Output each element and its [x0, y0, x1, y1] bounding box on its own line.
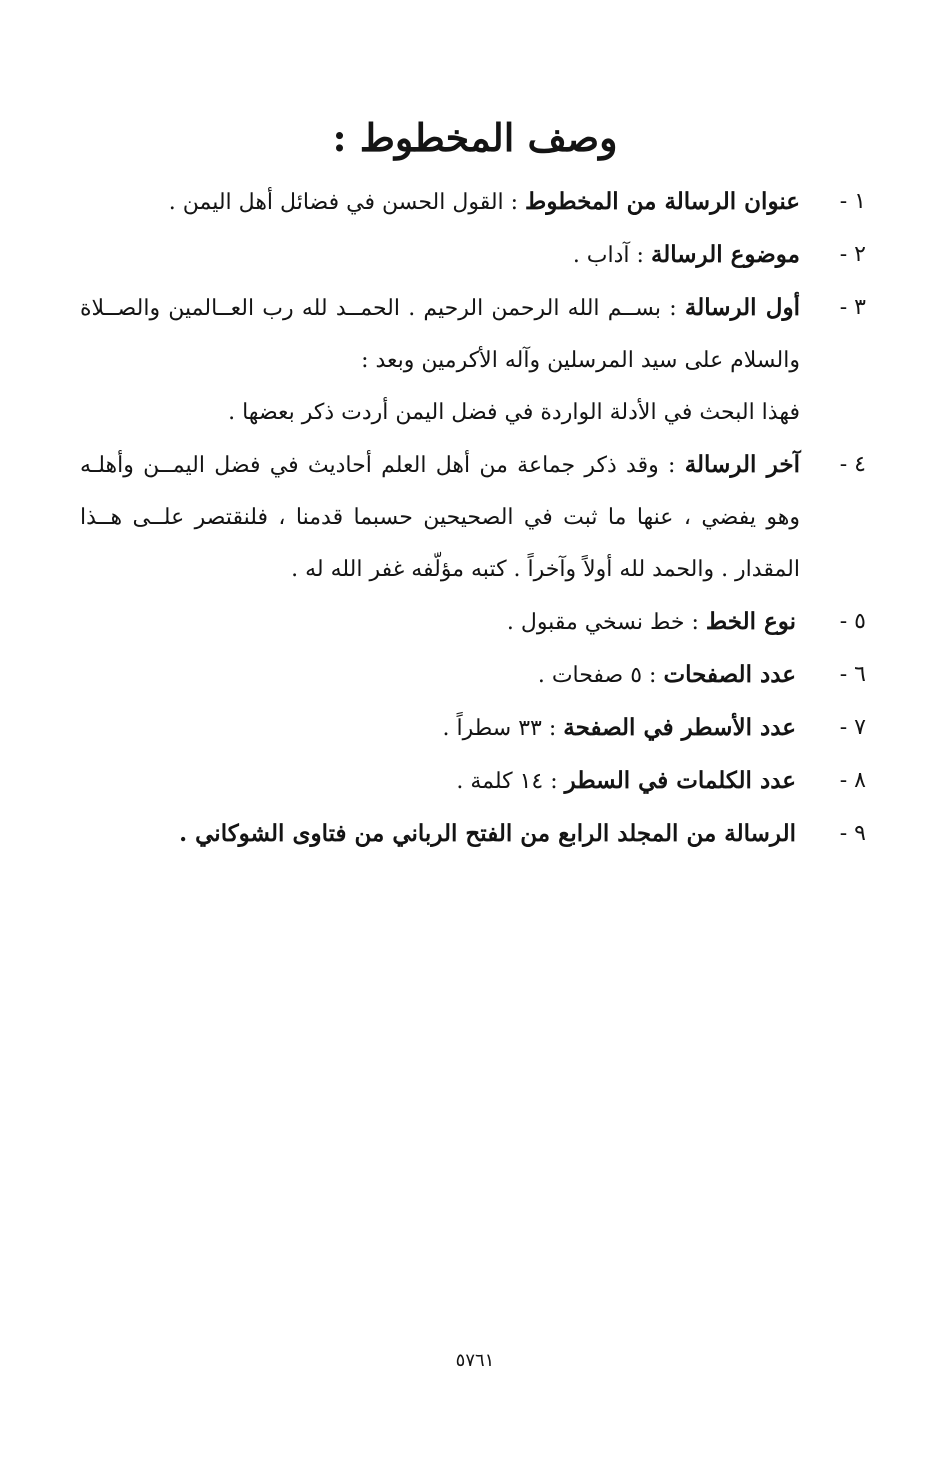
item-body — [80, 596, 800, 649]
item-separator: : — [503, 190, 526, 215]
item-value-line: المقدار . والحمد لله أولاً وآخراً . كتبه مؤلّفه غفر الله له . — [291, 557, 800, 582]
item-label: الرسالة من المجلد الرابع من الفتح الرباني من فتاوى الشوكاني . — [179, 820, 796, 847]
item-separator: : — [629, 243, 651, 268]
item-value: بســم الله الرحمن الرحيم . الحمــد لله رب العــالمين والصــلاة — [80, 296, 662, 321]
item-value: القول الحسن في فضائل أهل اليمن . — [168, 190, 504, 215]
list-item-5 — [80, 596, 880, 649]
item-body — [80, 229, 800, 282]
item-separator: : — [642, 663, 664, 688]
item-value: وقد ذكر جماعة من أهل العلم أحاديث في فضل اليمــن وأهلـه — [80, 453, 659, 478]
item-separator: : — [658, 453, 685, 478]
item-number: ٦ - — [839, 662, 866, 687]
item-number: ٨ - — [839, 768, 866, 793]
item-value: ٥ صفحات . — [537, 663, 643, 688]
item-number: ٩ - — [839, 821, 866, 846]
item-value: ٣٣ سطراً . — [442, 716, 542, 741]
list-item-3 — [80, 282, 880, 439]
item-number: ٤ - — [839, 452, 866, 477]
item-value-line: والسلام على سيد المرسلين وآله الأكرمين وبعد : — [361, 348, 800, 373]
item-value: آداب . — [572, 243, 630, 268]
list-item-4 — [80, 439, 880, 596]
item-separator: : — [541, 716, 564, 741]
item-label: نوع الخط — [705, 608, 796, 635]
item-body — [80, 808, 800, 861]
item-separator: : — [543, 769, 565, 794]
item-body — [80, 755, 800, 808]
manuscript-description-list — [80, 176, 880, 861]
list-item-1 — [80, 176, 880, 229]
item-separator: : — [661, 296, 685, 321]
item-label: عنوان الرسالة من المخطوط — [525, 188, 800, 215]
list-item-9 — [80, 808, 880, 861]
item-body — [80, 439, 800, 596]
item-label: عدد الصفحات — [663, 661, 796, 688]
list-item-6 — [80, 649, 880, 702]
list-item-2 — [80, 229, 880, 282]
item-value-line: فهذا البحث في الأدلة الواردة في فضل اليمن أردت ذكر بعضها . — [228, 400, 800, 425]
item-value-line: وهو يفضي ، عنها ما ثبت في الصحيحين حسبما قدمنا ، فلنقتصر علــى هــذا — [80, 505, 800, 530]
item-label: عدد الأسطر في الصفحة — [563, 714, 796, 741]
item-body — [80, 702, 800, 755]
item-body — [80, 649, 800, 702]
item-number: ٣ - — [839, 295, 866, 320]
item-label: عدد الكلمات في السطر — [564, 767, 796, 794]
item-label: موضوع الرسالة — [650, 241, 800, 268]
item-number: ٧ - — [839, 715, 866, 740]
list-item-8 — [80, 755, 880, 808]
page-title: وصف المخطوط : — [332, 115, 618, 160]
item-body — [80, 176, 800, 229]
item-label: آخر الرسالة — [684, 451, 801, 478]
item-number: ٢ - — [839, 242, 866, 267]
item-value: خط نسخي مقبول . — [506, 610, 685, 635]
item-separator: : — [684, 610, 706, 635]
item-number: ٥ - — [839, 609, 866, 634]
list-item-7 — [80, 702, 880, 755]
item-body — [80, 282, 800, 439]
item-number: ١ - — [839, 189, 866, 214]
item-label: أول الرسالة — [684, 294, 800, 321]
item-value: ١٤ كلمة . — [456, 769, 544, 794]
page-number: ٥٧٦١ — [455, 1350, 495, 1371]
